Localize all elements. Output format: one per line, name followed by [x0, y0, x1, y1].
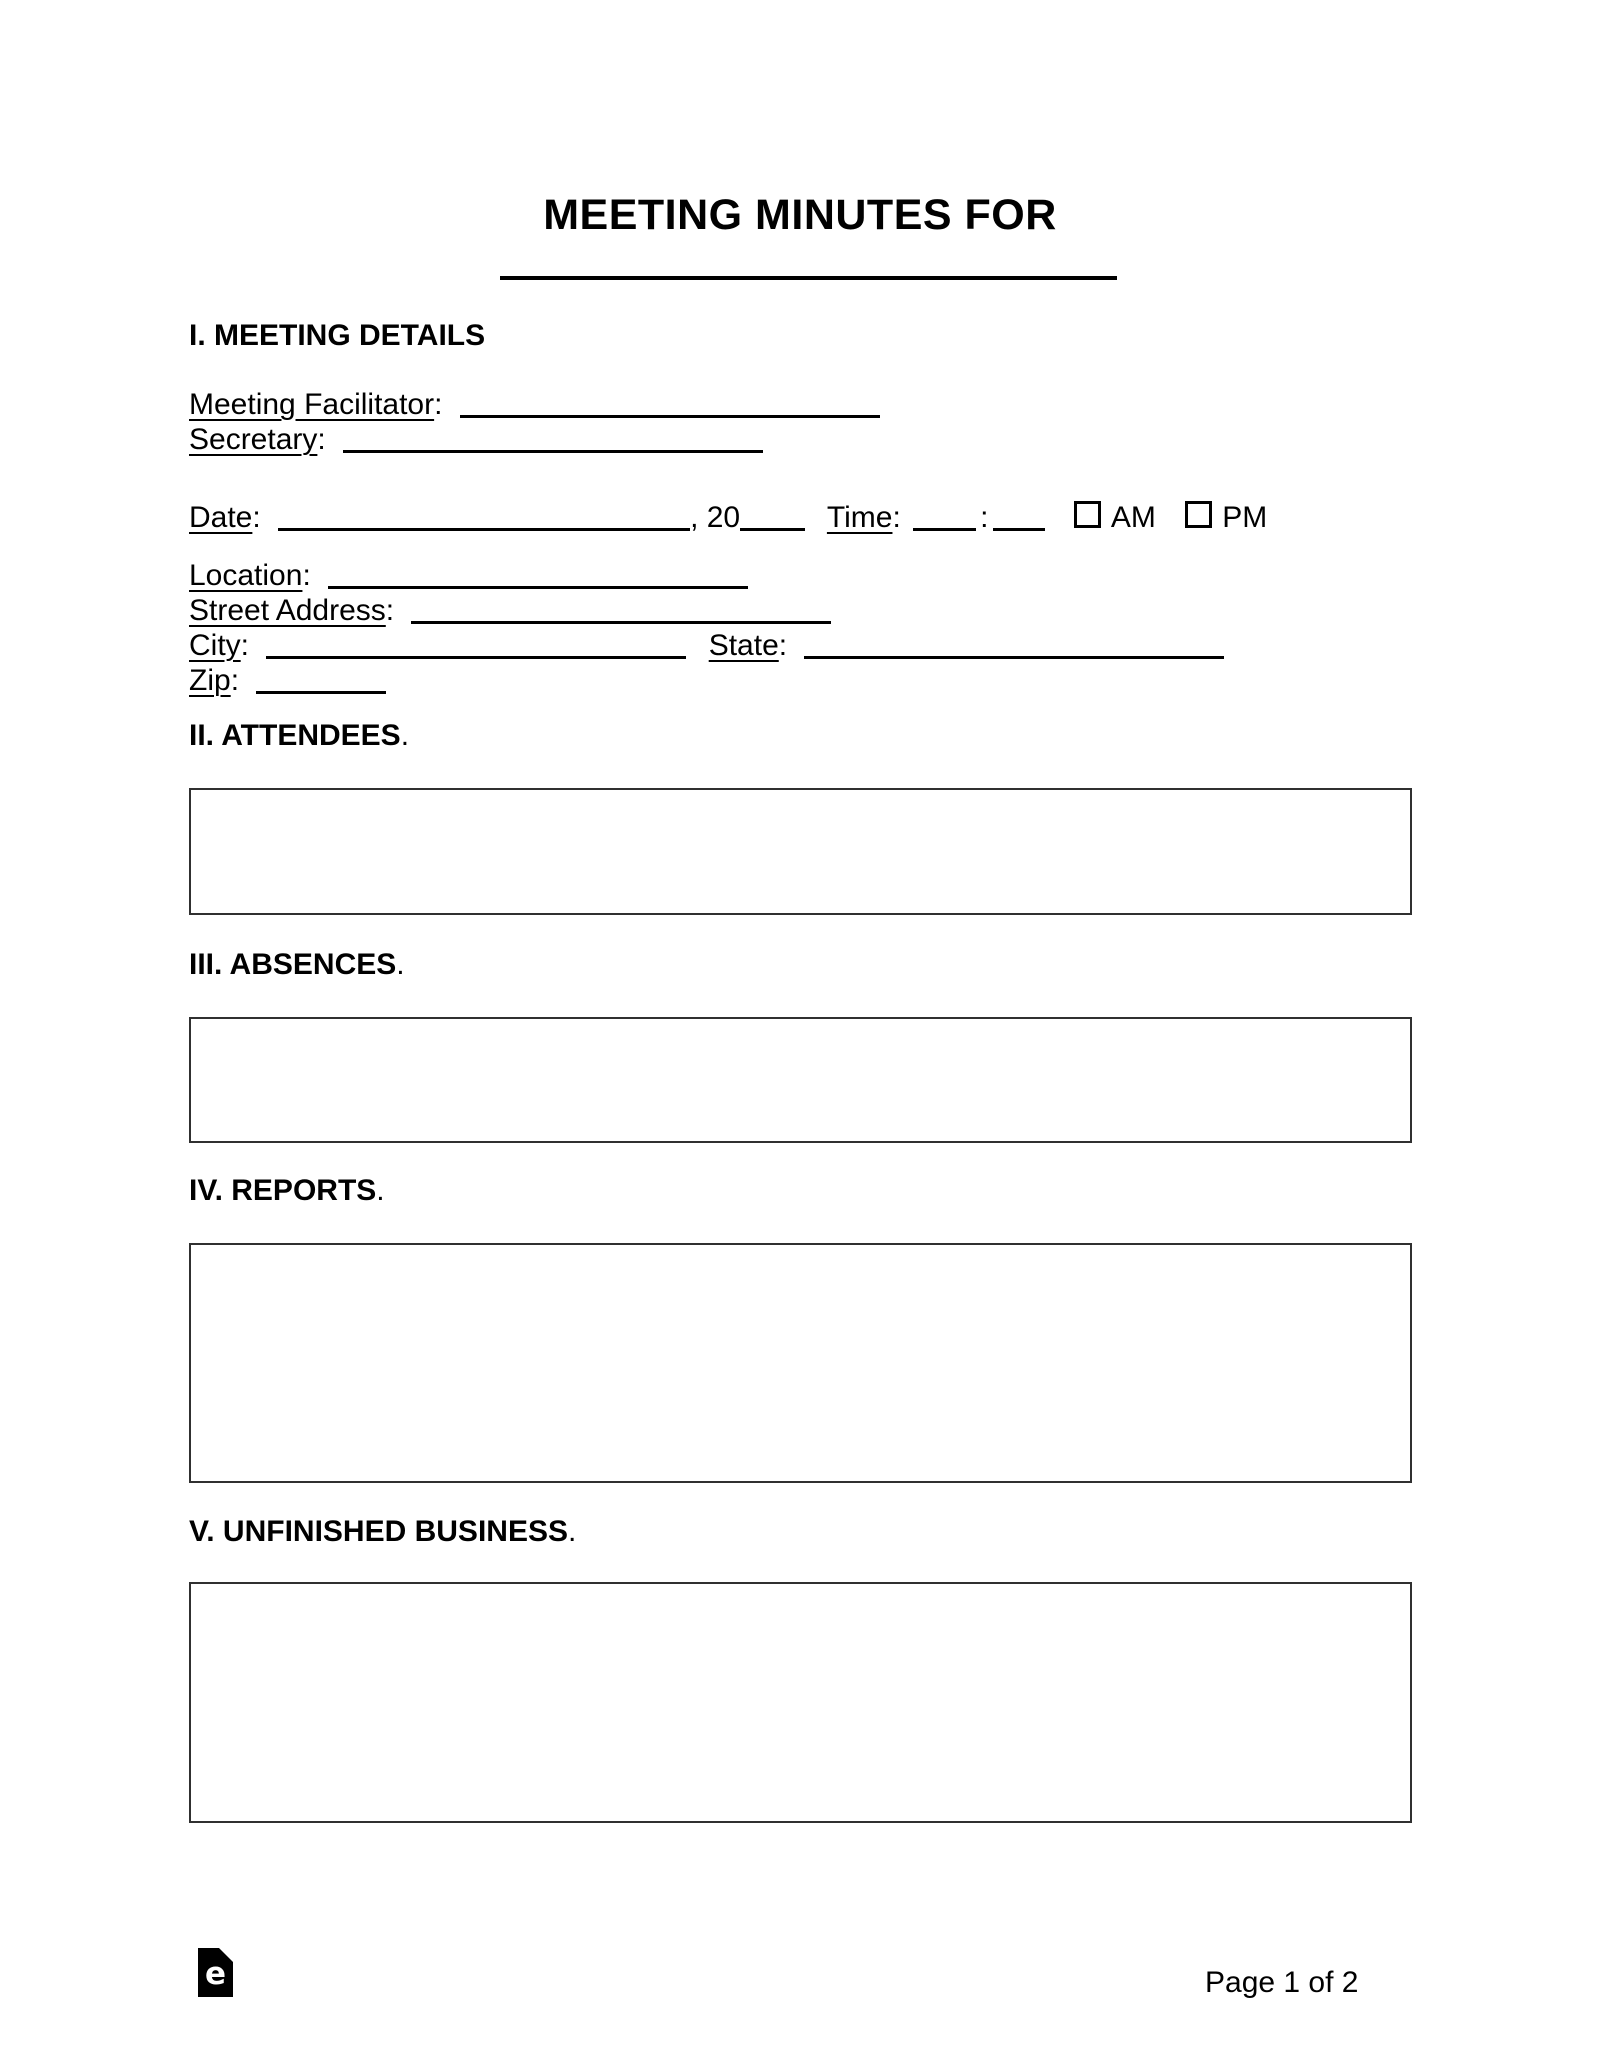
am-checkbox[interactable] — [1074, 501, 1101, 528]
state-colon: : — [778, 629, 788, 662]
street-address-label: Street Address — [189, 594, 386, 627]
section-heading-meeting-details: I. MEETING DETAILS — [189, 319, 486, 352]
zip-label: Zip — [189, 664, 231, 697]
date-blank[interactable] — [278, 526, 690, 531]
date-time-row — [189, 501, 1267, 533]
street-address-blank[interactable] — [411, 619, 831, 624]
city-label: City — [189, 629, 241, 662]
location-colon: : — [302, 559, 311, 592]
year-blank[interactable] — [740, 526, 805, 531]
state-label: State — [708, 629, 779, 662]
section-heading-attendees: II. ATTENDEES. — [189, 719, 410, 752]
logo-letter: e — [204, 1956, 227, 1992]
time-separator: : — [980, 501, 989, 534]
facilitator-colon: : — [434, 388, 443, 421]
time-hour-blank[interactable] — [913, 526, 976, 531]
date-label: Date — [189, 501, 253, 534]
time-colon: : — [892, 501, 901, 534]
section-heading-unfinished-business: V. UNFINISHED BUSINESS. — [189, 1515, 577, 1548]
document-title: MEETING MINUTES FOR — [543, 191, 1057, 239]
section-heading-reports: IV. REPORTS. — [189, 1174, 385, 1207]
secretary-blank[interactable] — [343, 448, 763, 453]
year-prefix: , 20 — [690, 501, 741, 534]
location-label: Location — [189, 559, 303, 592]
facilitator-blank[interactable] — [460, 413, 880, 418]
unfinished-business-box[interactable] — [189, 1582, 1412, 1823]
pm-checkbox[interactable] — [1185, 501, 1212, 528]
location-blank[interactable] — [328, 584, 748, 589]
title-blank-line[interactable] — [500, 276, 1117, 280]
time-minute-blank[interactable] — [993, 526, 1045, 531]
page-indicator: Page 1 of 2 — [1205, 1966, 1359, 1999]
time-label: Time — [826, 501, 893, 534]
am-label: AM — [1110, 501, 1156, 534]
section-heading-absences: III. ABSENCES. — [189, 948, 405, 981]
secretary-row — [189, 425, 763, 455]
secretary-colon: : — [317, 423, 326, 456]
city-state-row — [189, 631, 1224, 661]
location-row — [189, 561, 748, 591]
state-blank[interactable] — [804, 654, 1224, 659]
absences-box[interactable] — [189, 1017, 1412, 1143]
pm-label: PM — [1222, 501, 1268, 534]
date-colon: : — [252, 501, 261, 534]
street-address-colon: : — [385, 594, 395, 627]
reports-box[interactable] — [189, 1243, 1412, 1483]
secretary-label: Secretary — [189, 423, 318, 456]
facilitator-label: Meeting Facilitator — [189, 388, 435, 421]
zip-blank[interactable] — [256, 689, 386, 694]
eforms-document-logo-icon — [198, 1948, 233, 1997]
attendees-box[interactable] — [189, 788, 1412, 915]
zip-row — [189, 666, 386, 696]
zip-colon: : — [230, 664, 240, 697]
city-blank[interactable] — [266, 654, 686, 659]
facilitator-row — [189, 390, 880, 420]
city-colon: : — [240, 629, 250, 662]
street-address-row — [189, 596, 831, 626]
